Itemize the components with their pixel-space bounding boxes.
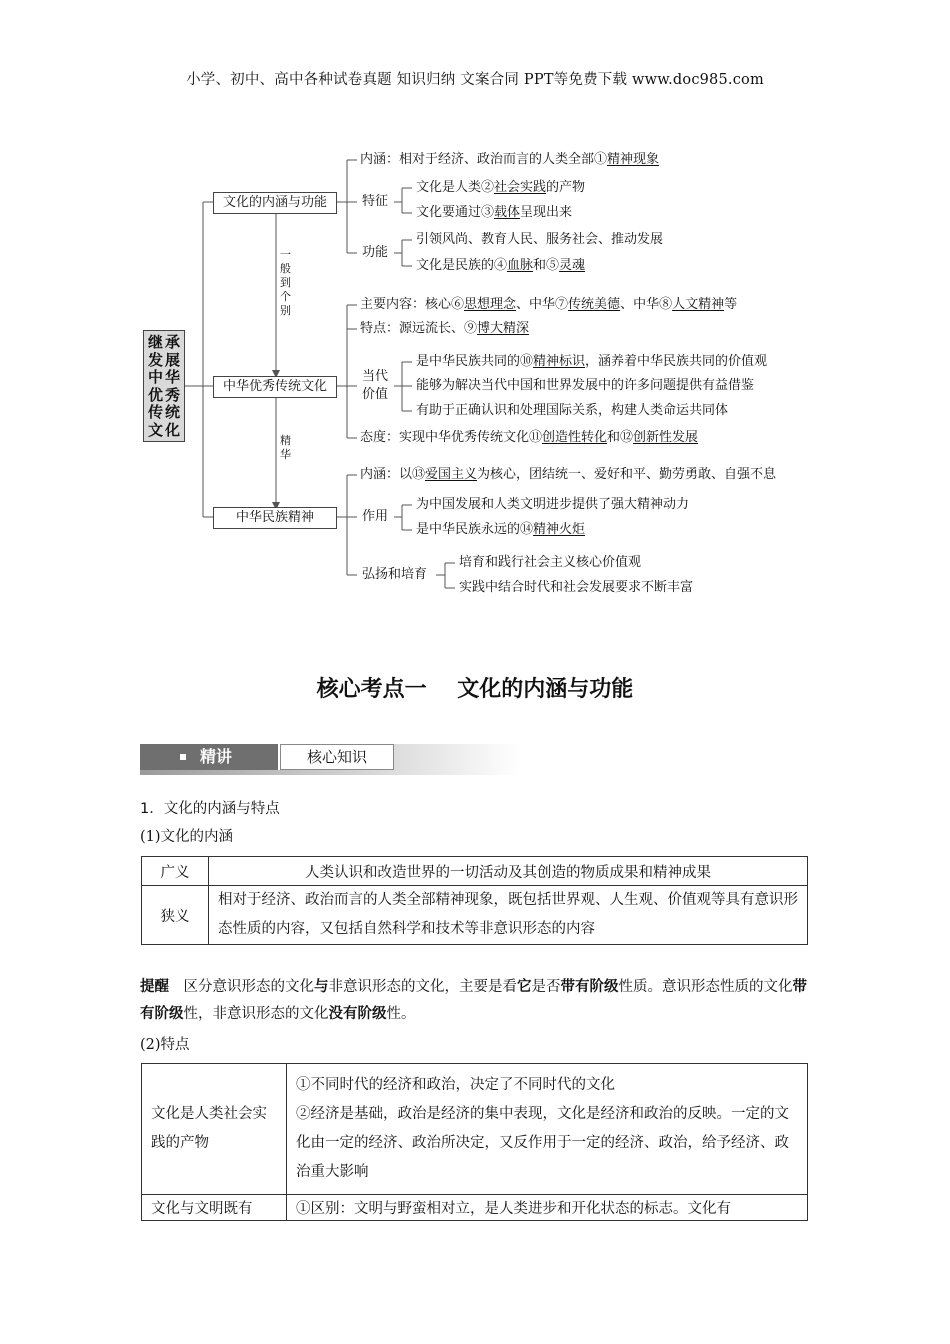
root-char: 华 (164, 368, 180, 386)
root-char: 继 (147, 333, 163, 351)
b1-feature-label: 特征 (362, 194, 389, 209)
section-title: 核心考点一 文化的内涵与功能 (316, 677, 634, 702)
b1-function-2: 文化是民族的④血脉和⑤灵魂 (416, 258, 586, 273)
page-header: 小学、初中、高中各种试卷真题 知识归纳 文案合同 PPT等免费下载 www.doc985.com (186, 72, 764, 88)
note-label: 提醒 (140, 979, 169, 995)
banner-fade (394, 744, 520, 770)
root-char: 文 (147, 420, 163, 439)
b2-main-content: 主要内容：核心⑥思想理念、中华⑦传统美德、中华⑧人文精神等 (360, 297, 738, 312)
branch-traditional-culture: 中华优秀传统文化 (213, 376, 337, 398)
root-column-left (147, 334, 164, 439)
table-row (142, 1064, 808, 1195)
table-cell-line: ②经济是基础，政治是经济的集中表现，文化是经济和政治的反映。一定的文化由一定的经济、政治所决定，又反作用于一定的经济、政治，给予经济、政治重大影响 (296, 1106, 789, 1180)
root-char: 化 (164, 420, 180, 439)
root-column-right (164, 334, 181, 439)
b1-connotation: 内涵：相对于经济、政治而言的人类全部①精神现象 (360, 152, 660, 167)
table-cell: 相对于经济、政治而言的人类全部精神现象，既包括世界观、人生观、价值观等具有意识形态性质的内容，又包括自然科学和技术等非意识形态的内容 (209, 886, 808, 945)
b1-feature-1: 文化是人类②社会实践的产物 (416, 180, 586, 195)
arrow-label-general-to-specific: 一般到个别 (280, 248, 291, 317)
root-char: 展 (164, 350, 180, 369)
b3-promote-1: 培育和践行社会主义核心价值观 (459, 555, 642, 570)
b3-promote-2: 实践中结合时代和社会发展要求不断丰富 (459, 580, 694, 595)
root-char: 承 (164, 333, 180, 351)
table-cell-line: ①不同时代的经济和政治，决定了不同时代的文化 (296, 1077, 615, 1093)
b1-function-label: 功能 (362, 245, 389, 260)
branch-national-spirit: 中华民族精神 (213, 507, 337, 529)
root-char: 传 (147, 403, 163, 421)
b2-value-2: 能够为解决当代中国和世界发展中的许多问题提供有益借鉴 (416, 378, 755, 393)
table-culture-connotation (141, 856, 808, 945)
table-cell: 广义 (142, 857, 209, 886)
b2-feature: 特点：源远流长、⑨博大精深 (360, 321, 530, 336)
heading-1b: (2)特点 (140, 1037, 190, 1053)
b3-connotation: 内涵：以⑬爱国主义为核心，团结统一、爱好和平、勤劳勇敢、自强不息 (360, 467, 777, 482)
table-row (142, 857, 808, 886)
b3-promote-label: 弘扬和培育 (362, 567, 428, 582)
section-banner (140, 744, 520, 774)
b2-value-label-1: 当代 (362, 369, 389, 384)
b3-role-1: 为中国发展和人类文明进步提供了强大精神动力 (416, 497, 690, 512)
b2-value-label-2: 价值 (362, 387, 389, 402)
root-char: 发 (147, 350, 163, 369)
b3-role-2: 是中华民族永远的⑭精神火炬 (416, 522, 586, 537)
table-cell: 人类认识和改造世界的一切活动及其创造的物质成果和精神成果 (209, 857, 808, 886)
table-cell: 文化是人类社会实践的产物 (142, 1064, 287, 1195)
b2-attitude: 态度：实现中华优秀传统文化⑪创造性转化和⑫创新性发展 (360, 430, 699, 445)
mindmap-root (143, 330, 185, 442)
b3-role-label: 作用 (362, 509, 389, 524)
root-char: 优 (147, 385, 163, 404)
table-row (142, 1195, 808, 1221)
branch-culture-connotation: 文化的内涵与功能 (213, 192, 337, 214)
table-culture-features (141, 1063, 808, 1221)
banner-tag-light: 核心知识 (280, 744, 394, 770)
root-char: 中 (147, 368, 163, 386)
banner-tag-dark-label: 精讲 (200, 747, 233, 766)
banner-tag-dark (140, 744, 278, 770)
table-cell: ①区别：文明与野蛮相对立，是人类进步和开化状态的标志。文化有 (287, 1195, 808, 1221)
arrow-label-essence: 精华 (280, 434, 291, 461)
b1-feature-2: 文化要通过③载体呈现出来 (416, 205, 573, 220)
b1-function-1: 引领风尚、教育人民、服务社会、推动发展 (416, 232, 664, 247)
reminder-note: 提醒 区分意识形态的文化与非意识形态的文化，主要是看它是否带有阶级性质。意识形态性质的文化带有阶级性，非意识形态的文化没有阶级性。 (140, 979, 807, 1022)
square-bullet-icon (180, 754, 186, 760)
root-char: 统 (164, 403, 180, 421)
root-char: 秀 (164, 385, 180, 404)
b2-value-3: 有助于正确认识和处理国际关系，构建人类命运共同体 (416, 403, 729, 418)
table-cell: 狭义 (142, 886, 209, 945)
heading-1a: (1)文化的内涵 (140, 829, 234, 845)
table-cell (287, 1064, 808, 1195)
heading-1: 1．文化的内涵与特点 (140, 801, 280, 817)
banner-underline (140, 770, 520, 775)
table-row (142, 886, 808, 945)
b2-value-1: 是中华民族共同的⑩精神标识，涵养着中华民族共同的价值观 (416, 354, 768, 369)
table-cell: 文化与文明既有 (142, 1195, 287, 1221)
